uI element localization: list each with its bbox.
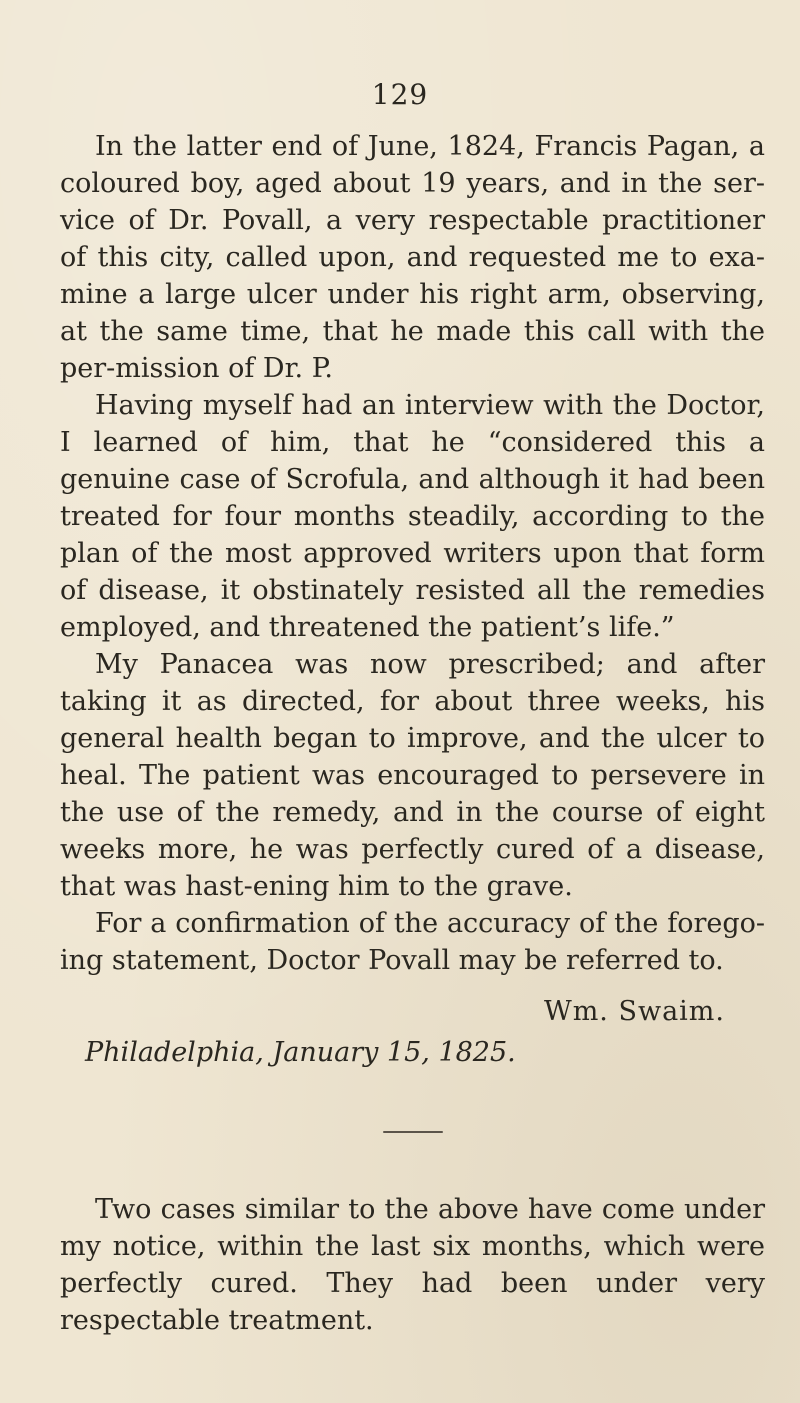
body-text <box>60 128 765 1339</box>
paragraph-case-intro: In the latter end of June, 1824, Francis Pagan, a coloured boy, aged about 19 years, and in the ser-vice of Dr. Povall, a very respectable practitioner of this city, called upon, and requested me to exa-mine a large ulcer under his right arm, observing, at the same time, that he made this call with the per-mission of Dr. P. <box>60 131 765 384</box>
paragraph-confirmation: For a confirmation of the accuracy of the forego-ing statement, Doctor Povall may be referred to. <box>60 908 765 976</box>
page-number: 129 <box>371 78 429 111</box>
paragraph-doctor-interview: Having myself had an interview with the Doctor, I learned of him, that he “considered this a genuine case of Scrofula, and although it had been treated for four months steadily, according to the plan of the most approved writers upon that form of disease, it obstinately resisted all the remedies employed, and threatened the patient’s life.” <box>60 390 765 643</box>
paragraph-treatment: My Panacea was now prescribed; and after taking it as directed, for about three weeks, his general health began to improve, and the ulcer to heal. The patient was encouraged to persevere in the use of the remedy, and in the course of eight weeks more, he was perfectly cured of a disease, that was hast-ening him to the grave. <box>60 649 765 902</box>
signature: Wm. Swaim. <box>543 996 725 1027</box>
dateline: Philadelphia, January 15, 1825. <box>85 1037 516 1068</box>
section-divider <box>383 1131 443 1133</box>
paragraph-similar-cases: Two cases similar to the above have come under my notice, within the last six months, which were perfectly cured. They had been under very respectable treatment. <box>60 1194 765 1336</box>
